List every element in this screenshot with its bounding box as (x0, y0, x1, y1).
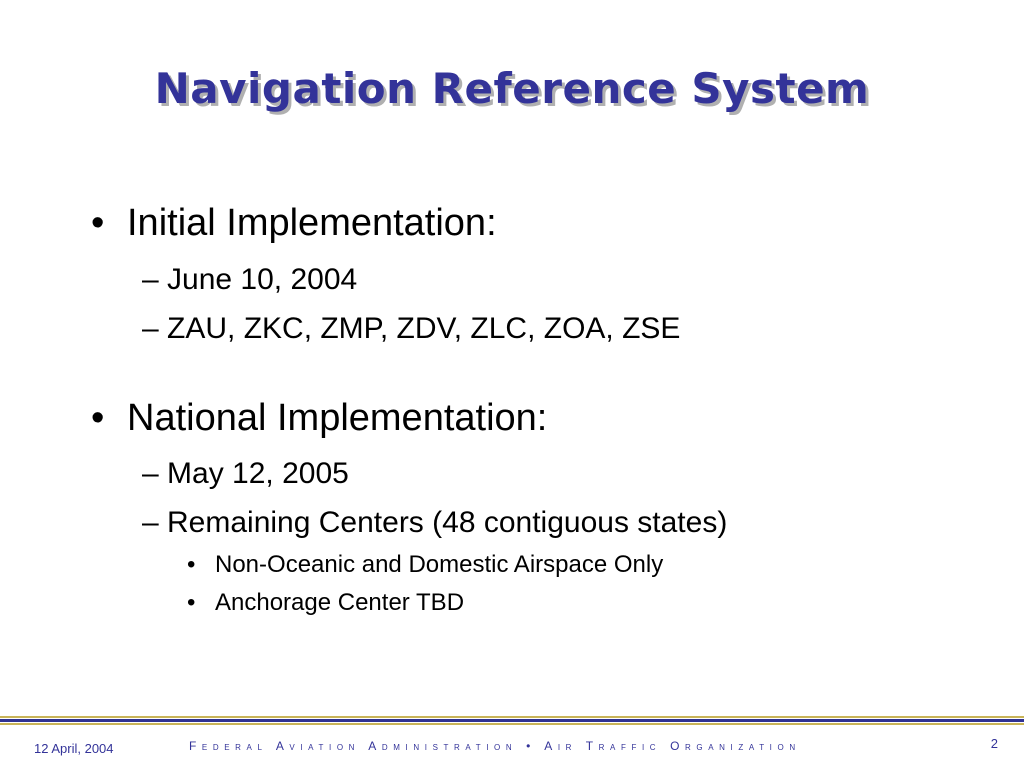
sub-bullet-remaining-centers: – Remaining Centers (48 contiguous states) (142, 506, 728, 539)
sub-sub-bullet-non-oceanic (187, 551, 664, 579)
bullet-dot-icon: • (187, 589, 196, 616)
bullet-text: Anchorage Center TBD (215, 589, 465, 616)
bullet-national-implementation (91, 397, 548, 440)
bullet-text: Non-Oceanic and Domestic Airspace Only (215, 551, 664, 578)
bullet-dot-icon: • (91, 397, 105, 439)
footer-rule-blue (0, 719, 1024, 722)
bullet-text: Initial Implementation: (127, 202, 497, 244)
footer-rule-gold-bottom (0, 723, 1024, 725)
sub-sub-bullet-anchorage (187, 589, 465, 617)
slide-title: Navigation Reference System (154, 64, 870, 113)
footer-organization: Federal Aviation Administration • Air Traffic Organization (189, 739, 801, 753)
sub-bullet-initial-centers: – ZAU, ZKC, ZMP, ZDV, ZLC, ZOA, ZSE (142, 312, 681, 345)
sub-bullet-initial-date: – June 10, 2004 (142, 263, 358, 296)
bullet-dot-icon: • (91, 202, 105, 244)
bullet-dot-icon: • (187, 551, 196, 578)
sub-bullet-national-date: – May 12, 2005 (142, 457, 349, 490)
page-number: 2 (990, 736, 998, 751)
footer-rule-gold-top (0, 716, 1024, 718)
bullet-initial-implementation (91, 202, 497, 245)
footer-date: 12 April, 2004 (34, 741, 114, 756)
bullet-text: National Implementation: (127, 397, 548, 439)
